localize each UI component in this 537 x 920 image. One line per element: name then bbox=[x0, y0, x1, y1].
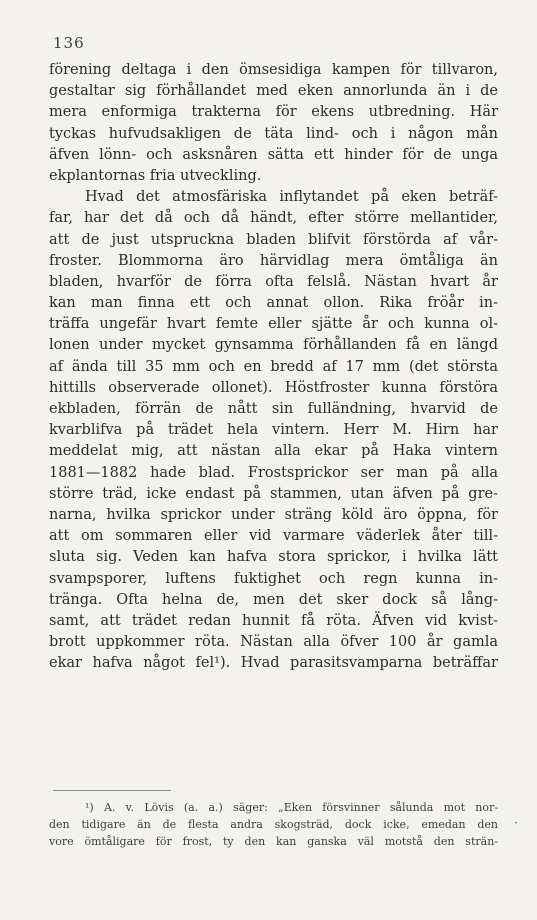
text-line: ekbladen, förrän de nått sin fulländning, hvarvid de bbox=[49, 401, 498, 417]
text-line: mera enformiga trakterna för ekens utbredning. Här bbox=[49, 104, 498, 121]
text-line: lonen under mycket gynsamma förhållanden få en längd bbox=[49, 337, 498, 354]
text-line: brott uppkommer röta. Nästan alla öfver 100 år gamla bbox=[49, 634, 498, 651]
text-line: bladen, hvarför de förra ofta felslå. Nästan hvart år bbox=[49, 273, 498, 290]
text-line: samt, att trädet redan hunnit få röta. Äfven vid kvist- bbox=[49, 612, 498, 629]
page-number: 136 bbox=[53, 34, 85, 52]
footnotes bbox=[49, 800, 498, 850]
text-line: meddelat mig, att nästan alla ekar på Haka vintern bbox=[49, 443, 498, 460]
text-line: tyckas hufvudsakligen de täta lind- och i någon mån bbox=[49, 125, 498, 142]
body-text bbox=[49, 60, 498, 674]
text-line: tränga. Ofta helna de, men det sker dock så lång- bbox=[49, 591, 498, 608]
text-line: träffa ungefär hvart femte eller sjätte år och kunna ol- bbox=[49, 316, 498, 333]
text-line: sluta sig. Veden kan hafva stora sprickor, i hvilka lätt bbox=[49, 549, 498, 566]
text-line: af ända till 35 mm och en bredd af 17 mm (det största bbox=[49, 358, 498, 375]
text-line: ekar hafva något fel¹). Hvad parasitsvamparna beträffar bbox=[49, 655, 498, 672]
text-line: större träd, icke endast på stammen, utan äfven på gre- bbox=[49, 485, 498, 502]
text-line: äfven lönn- och asksnåren sätta ett hinder för de unga bbox=[49, 146, 498, 163]
text-line: kvarblifva på trädet hela vintern. Herr M. Hirn har bbox=[49, 422, 498, 439]
text-line: hittills observerade ollonet). Höstfroster kunna förstöra bbox=[49, 379, 498, 396]
margin-mark: · bbox=[514, 816, 518, 830]
text-line: froster. Blommorna äro härvidlag mera ömtåliga än bbox=[49, 252, 498, 269]
text-line: svampsporer, luftens fuktighet och regn kunna in- bbox=[49, 570, 498, 587]
text-line: Hvad det atmosfäriska inflytandet på eken beträf- bbox=[85, 189, 498, 206]
text-line: narna, hvilka sprickor under sträng köld äro öppna, för bbox=[49, 506, 498, 523]
text-line: 1881—1882 hade blad. Frostsprickor ser man på alla bbox=[49, 464, 498, 481]
text-line: gestaltar sig förhållandet med eken annorlunda än i de bbox=[49, 83, 498, 100]
text-line: att de just utspruckna bladen blifvit förstörda af vår- bbox=[49, 231, 498, 248]
footnote-line: den tidigare än de flesta andra skogsträd, dock icke, emedan den bbox=[49, 817, 498, 831]
footnote-line: ¹) A. v. Lövis (a. a.) säger: „Eken försvinner sålunda mot nor- bbox=[85, 801, 498, 814]
footnote-divider bbox=[53, 790, 171, 791]
footnote-line: vore ömtåligare för frost, ty den kan ganska väl motstå den strän- bbox=[49, 834, 498, 848]
text-line: att om sommaren eller vid varmare väderlek åter till- bbox=[49, 528, 498, 545]
text-line: kan man finna ett och annat ollon. Rika fröår in- bbox=[49, 295, 498, 312]
text-line: förening deltaga i den ömsesidiga kampen för tillvaron, bbox=[49, 62, 498, 78]
text-line: far, har det då och då händt, efter större mellantider, bbox=[49, 210, 498, 227]
text-line: ekplantornas fria utveckling. bbox=[49, 167, 262, 184]
